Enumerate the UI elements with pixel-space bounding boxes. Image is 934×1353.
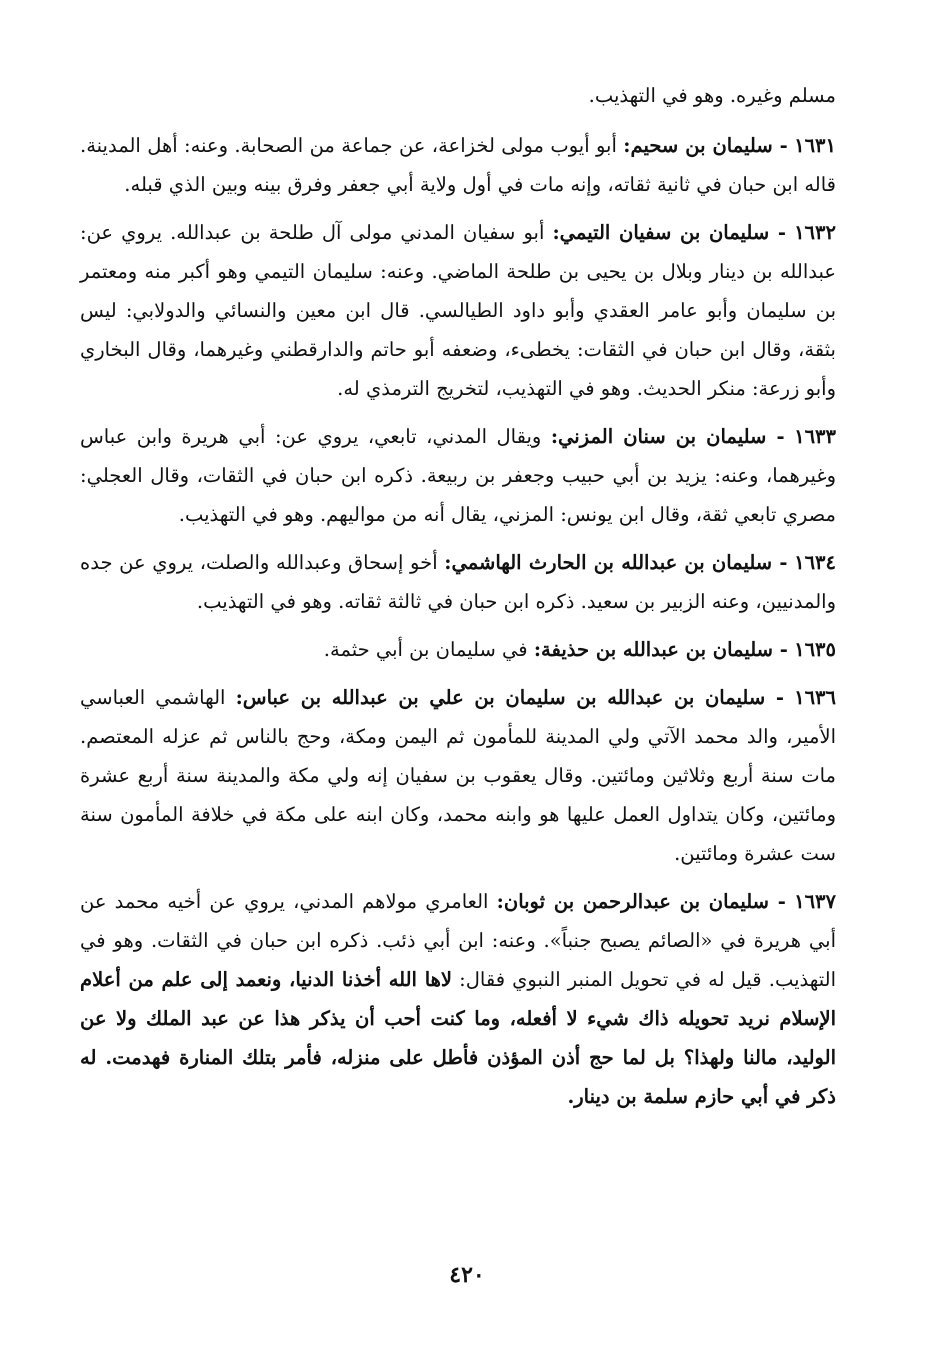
entry-1637: ١٦٣٧ - سليمان بن عبدالرحمن بن ثوبان: العامري مولاهم المدني، يروي عن أخيه محمد عن أبي هريرة في «الصائم يصبح جنباً». وعنه: ابن أبي ذئب. ذكره ابن حبان في الثقات. وهو في التهذيب. قيل له في تحويل المنبر النبوي فقال: لاها الله أخذنا الدنيا، ونعمد إلى علم من أعلام الإسلام نريد تحويله ذاك شيء لا أفعله، وما كنت أحب أن يذكر هذا عن عبد الملك ولا عن الوليد، مالنا ولهذا؟ بل لما حج أذن المؤذن فأطل على منزله، فأمر بتلك المنارة فهدمت. له ذكر في أبي حازم سلمة بن دينار.	[80, 890, 836, 1108]
entry-body: في سليمان بن أبي حثمة.	[323, 638, 528, 661]
entry-number: ١٦٣٣	[794, 425, 837, 448]
entry-name: سليمان بن سحيم:	[623, 134, 773, 157]
entry-body: أبو سفيان المدني مولى آل طلحة بن عبدالله. يروي عن: عبدالله بن دينار وبلال بن يحيى بن طلحة الماضي. وعنه: سليمان التيمي وهو أكبر منه ومعتمر بن سليمان وأبو عامر العقدي وأبو داود الطيالسي. قال ابن معين والنسائي والدولابي: ليس بثقة، وقال ابن حبان في الثقات: يخطىء، وضعفه أبو حاتم والدارقطني وغيرهما، وقال البخاري وأبو زرعة: منكر الحديث. وهو في التهذيب، لتخريج الترمذي له.	[80, 221, 836, 400]
entry-bold-tail: لاها الله أخذنا الدنيا، ونعمد إلى علم من أعلام الإسلام نريد تحويله ذاك شيء لا أفعله، وما كنت أحب أن يذكر هذا عن عبد الملك ولا عن الوليد، مالنا ولهذا؟ بل لما حج أذن المؤذن فأطل على منزله، فأمر بتلك المنارة فهدمت. له ذكر في أبي حازم سلمة بن دينار.	[80, 968, 836, 1108]
entry-number: ١٦٣٦	[794, 686, 836, 709]
entry-number: ١٦٣٧	[794, 890, 836, 913]
entry-1635: ١٦٣٥ - سليمان بن عبدالله بن حذيفة: في سليمان بن أبي حثمة.	[323, 638, 836, 661]
entry-name: سليمان بن عبدالله بن الحارث الهاشمي:	[444, 551, 773, 574]
entry-name: سليمان بن عبدالله بن سليمان بن علي بن عبدالله بن عباس:	[235, 686, 766, 709]
entry-1631: ١٦٣١ - سليمان بن سحيم: أبو أيوب مولى لخزاعة، عن جماعة من الصحابة. وعنه: أهل المدينة. قاله ابن حبان في ثانية ثقاته، وإنه مات في أول ولاية أبي جعفر وفرق بينه وبين الذي قبله.	[80, 134, 836, 196]
entry-1632: ١٦٣٢ - سليمان بن سفيان التيمي: أبو سفيان المدني مولى آل طلحة بن عبدالله. يروي عن: عبدالله بن دينار وبلال بن يحيى بن طلحة الماضي. وعنه: سليمان التيمي وهو أكبر منه ومعتمر بن سليمان وأبو عامر العقدي وأبو داود الطيالسي. قال ابن معين والنسائي والدولابي: ليس بثقة، وقال ابن حبان في الثقات: يخطىء، وضعفه أبو حاتم والدارقطني وغيرهما، وقال البخاري وأبو زرعة: منكر الحديث. وهو في التهذيب، لتخريج الترمذي له.	[80, 221, 836, 400]
entry-body: الهاشمي العباسي الأمير، والد محمد الآتي ولي المدينة للمأمون ثم اليمن ومكة، وحج بالناس ثم عزله المعتصم. مات سنة أربع وثلاثين ومائتين. وقال يعقوب بن سفيان إنه ولي مكة والمدينة سنة أربع عشرة ومائتين، وكان يتداول العمل عليها هو وابنه محمد، وكان ابنه على مكة في خلافة المأمون سنة ست عشرة ومائتين.	[80, 686, 836, 865]
entry-body: أبو أيوب مولى لخزاعة، عن جماعة من الصحابة. وعنه: أهل المدينة. قاله ابن حبان في ثانية ثقاته، وإنه مات في أول ولاية أبي جعفر وفرق بينه وبين الذي قبله.	[80, 134, 836, 196]
page-body	[80, 76, 836, 1125]
intro-paragraph	[80, 76, 836, 115]
entry-name: سليمان بن سفيان التيمي:	[552, 221, 770, 244]
intro-text: مسلم وغيره. وهو في التهذيب.	[588, 84, 836, 107]
page-number: ٤٢٠	[449, 1262, 485, 1288]
entry-number: ١٦٣٢	[794, 221, 836, 244]
entry-1633: ١٦٣٣ - سليمان بن سنان المزني: ويقال المدني، تابعي، يروي عن: أبي هريرة وابن عباس وغيرهما، وعنه: يزيد بن أبي حبيب وجعفر بن ربيعة. ذكره ابن حبان في الثقات، وقال العجلي: مصري تابعي ثقة، وقال ابن يونس: المزني، يقال أنه من مواليهم. وهو في التهذيب.	[80, 425, 837, 526]
entry-1636: ١٦٣٦ - سليمان بن عبدالله بن سليمان بن علي بن عبدالله بن عباس: الهاشمي العباسي الأمير، والد محمد الآتي ولي المدينة للمأمون ثم اليمن ومكة، وحج بالناس ثم عزله المعتصم. مات سنة أربع وثلاثين ومائتين. وقال يعقوب بن سفيان إنه ولي مكة والمدينة سنة أربع عشرة ومائتين، وكان يتداول العمل عليها هو وابنه محمد، وكان ابنه على مكة في خلافة المأمون سنة ست عشرة ومائتين.	[80, 686, 836, 865]
entry-name: سليمان بن سنان المزني:	[550, 425, 767, 448]
entry-number: ١٦٣١	[794, 134, 836, 157]
entry-1634: ١٦٣٤ - سليمان بن عبدالله بن الحارث الهاشمي: أخو إسحاق وعبدالله والصلت، يروي عن جده والمدنيين، وعنه الزبير بن سعيد. ذكره ابن حبان في ثالثة ثقاته. وهو في التهذيب.	[80, 551, 836, 613]
entry-body: ويقال المدني، تابعي، يروي عن: أبي هريرة وابن عباس وغيرهما، وعنه: يزيد بن أبي حبيب وجعفر بن ربيعة. ذكره ابن حبان في الثقات، وقال العجلي: مصري تابعي ثقة، وقال ابن يونس: المزني، يقال أنه من مواليهم. وهو في التهذيب.	[80, 425, 836, 526]
entry-number: ١٦٣٤	[794, 551, 836, 574]
entry-body: العامري مولاهم المدني، يروي عن أخيه محمد عن أبي هريرة في «الصائم يصبح جنباً». وعنه: ابن أبي ذئب. ذكره ابن حبان في الثقات. وهو في التهذيب. قيل له في تحويل المنبر النبوي فقال:	[80, 890, 836, 991]
entry-number: ١٦٣٥	[794, 638, 836, 661]
entry-name: سليمان بن عبدالله بن حذيفة:	[533, 638, 773, 661]
entry-name: سليمان بن عبدالرحمن بن ثوبان:	[496, 890, 769, 913]
entry-body: أخو إسحاق وعبدالله والصلت، يروي عن جده والمدنيين، وعنه الزبير بن سعيد. ذكره ابن حبان في ثالثة ثقاته. وهو في التهذيب.	[80, 551, 836, 613]
